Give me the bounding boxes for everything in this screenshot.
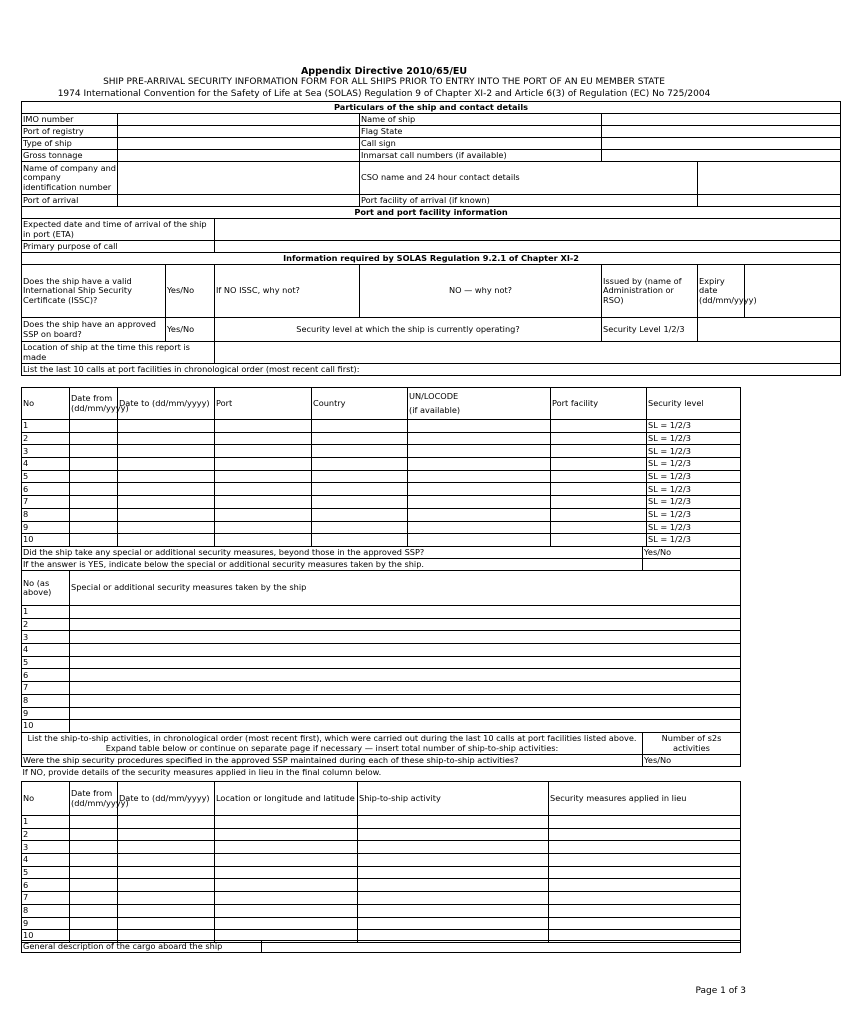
special-measures-instruction: If the answer is YES, indicate below the special or additional security measures taken by the ship. xyxy=(22,559,643,571)
row-number: 8 xyxy=(22,904,70,917)
security-level-cell[interactable]: SL = 1/2/3 xyxy=(647,508,741,521)
calls-col-date-from: Date from (dd/mm/yyyy) xyxy=(70,388,118,420)
security-level-cell[interactable]: SL = 1/2/3 xyxy=(647,420,741,433)
activity-cell[interactable] xyxy=(358,816,549,829)
row-number: 6 xyxy=(22,669,70,682)
date-to-cell[interactable] xyxy=(118,828,215,841)
location-cell[interactable] xyxy=(215,828,358,841)
issc-yes-no[interactable]: Yes/No xyxy=(166,265,215,318)
call-sign-label: Call sign xyxy=(360,138,602,150)
ssp-yes-no[interactable]: Yes/No xyxy=(166,318,215,342)
country-cell[interactable] xyxy=(312,432,408,445)
row-number: 6 xyxy=(22,879,70,892)
s2s-intro: List the ship-to-ship activities, in chronological order (most recent first), which were carried out during the last 10 calls at port facilities listed above. Expand table below or continue on separate page if necessary — insert total number of ship-to-ship activities: xyxy=(22,733,643,755)
lieu-cell[interactable] xyxy=(549,904,741,917)
lieu-cell[interactable] xyxy=(549,828,741,841)
row-number: 10 xyxy=(22,534,70,547)
table-row xyxy=(22,682,741,695)
date-to-cell[interactable] xyxy=(118,917,215,930)
row-number: 4 xyxy=(22,644,70,657)
date-from-cell[interactable] xyxy=(70,534,118,547)
measure-cell[interactable] xyxy=(70,669,741,682)
location-cell[interactable] xyxy=(215,854,358,867)
calls-col-port: Port xyxy=(215,388,312,420)
security-level-cell[interactable]: SL = 1/2/3 xyxy=(647,496,741,509)
table-row xyxy=(22,618,741,631)
port-cell[interactable] xyxy=(215,458,312,471)
location-cell[interactable] xyxy=(215,816,358,829)
facility-cell[interactable] xyxy=(551,445,647,458)
measures-col-no: No (as above) xyxy=(22,571,70,606)
date-to-cell[interactable] xyxy=(118,420,215,433)
row-number: 5 xyxy=(22,470,70,483)
form-title: Appendix Directive 2010/65/EU xyxy=(300,66,468,77)
convention-reference: 1974 International Convention for the Safety of Life at Sea (SOLAS) Regulation 9 of Chapter XI-2 and Article 6(3) of Regulation (EC) No 725/2004 xyxy=(57,89,711,99)
location-cell[interactable] xyxy=(215,892,358,905)
unlocode-sub: (if available) xyxy=(409,405,461,415)
measure-cell[interactable] xyxy=(70,656,741,669)
date-from-cell[interactable] xyxy=(70,917,118,930)
s2s-count-label[interactable]: Number of s2s activities xyxy=(643,733,741,755)
table-row xyxy=(22,508,741,521)
port-cell[interactable] xyxy=(215,445,312,458)
lieu-cell[interactable] xyxy=(549,841,741,854)
unlocode-cell[interactable] xyxy=(408,432,551,445)
row-number: 10 xyxy=(22,720,70,733)
date-to-cell[interactable] xyxy=(118,445,215,458)
row-number: 3 xyxy=(22,445,70,458)
facility-cell[interactable] xyxy=(551,432,647,445)
security-level-question: Security level at which the ship is currently operating? xyxy=(215,318,602,342)
activity-cell[interactable] xyxy=(358,904,549,917)
row-number: 2 xyxy=(22,432,70,445)
country-cell[interactable] xyxy=(312,445,408,458)
table-row xyxy=(22,432,741,445)
ship-name-field[interactable] xyxy=(602,114,841,126)
activity-cell[interactable] xyxy=(358,917,549,930)
eta-field[interactable] xyxy=(215,219,841,241)
security-level-cell[interactable]: SL = 1/2/3 xyxy=(647,445,741,458)
table-row xyxy=(22,904,741,917)
unlocode-cell[interactable] xyxy=(408,534,551,547)
row-number: 5 xyxy=(22,656,70,669)
country-cell[interactable] xyxy=(312,420,408,433)
eta-label: Expected date and time of arrival of the ship in port (ETA) xyxy=(22,219,215,241)
inmarsat-label: Inmarsat call numbers (if available) xyxy=(360,150,602,162)
lieu-cell[interactable] xyxy=(549,879,741,892)
row-number: 8 xyxy=(22,694,70,707)
solas-heading: Information required by SOLAS Regulation 9.2.1 of Chapter XI-2 xyxy=(22,253,841,265)
port-calls-intro: List the last 10 calls at port facilities in chronological order (most recent call first): xyxy=(22,364,841,376)
date-from-cell[interactable] xyxy=(70,904,118,917)
port-info-heading: Port and port facility information xyxy=(22,207,841,219)
table-row xyxy=(22,866,741,879)
country-cell[interactable] xyxy=(312,470,408,483)
s2s-col-date-to: Date to (dd/mm/yyyy) xyxy=(118,782,215,816)
row-number: 5 xyxy=(22,866,70,879)
arrival-port-field[interactable] xyxy=(118,195,360,207)
date-from-cell[interactable] xyxy=(70,854,118,867)
unlocode-cell[interactable] xyxy=(408,458,551,471)
table-row xyxy=(22,816,741,829)
port-cell[interactable] xyxy=(215,483,312,496)
location-field[interactable] xyxy=(215,342,841,364)
row-number: 1 xyxy=(22,606,70,619)
special-measures-yes-no[interactable]: Yes/No xyxy=(643,547,741,559)
date-from-cell[interactable] xyxy=(70,866,118,879)
table-row xyxy=(22,445,741,458)
date-to-cell[interactable] xyxy=(118,841,215,854)
s2s-col-location: Location or longitude and latitude xyxy=(215,782,358,816)
calls-col-country: Country xyxy=(312,388,408,420)
security-level-cell[interactable]: SL = 1/2/3 xyxy=(647,458,741,471)
port-cell[interactable] xyxy=(215,534,312,547)
no-issc-label: If NO ISSC, why not? xyxy=(215,265,360,318)
table-row xyxy=(22,521,741,534)
date-from-cell[interactable] xyxy=(70,892,118,905)
lieu-cell[interactable] xyxy=(549,866,741,879)
location-cell[interactable] xyxy=(215,866,358,879)
form-subtitle: SHIP PRE-ARRIVAL SECURITY INFORMATION FORM FOR ALL SHIPS PRIOR TO ENTRY INTO THE PORT OF AN EU MEMBER STATE xyxy=(103,77,665,87)
port-cell[interactable] xyxy=(215,496,312,509)
row-number: 9 xyxy=(22,917,70,930)
location-label: Location of ship at the time this report is made xyxy=(22,342,215,364)
port-calls-table xyxy=(21,387,741,547)
row-number: 3 xyxy=(22,841,70,854)
measures-col-description: Special or additional security measures taken by the ship xyxy=(70,571,741,606)
special-measures-blank xyxy=(643,559,741,571)
date-from-cell[interactable] xyxy=(70,483,118,496)
date-from-cell[interactable] xyxy=(70,445,118,458)
gross-tonnage-label: Gross tonnage xyxy=(22,150,118,162)
imo-field[interactable] xyxy=(118,114,360,126)
measure-cell[interactable] xyxy=(70,682,741,695)
date-to-cell[interactable] xyxy=(118,854,215,867)
ship-type-label: Type of ship xyxy=(22,138,118,150)
row-number: 4 xyxy=(22,854,70,867)
company-label: Name of company and company identification number xyxy=(22,162,118,195)
ssp-question: Does the ship have an approved SSP on board? xyxy=(22,318,166,342)
facility-cell[interactable] xyxy=(551,420,647,433)
row-number: 10 xyxy=(22,930,70,943)
purpose-field[interactable] xyxy=(215,241,841,253)
table-row xyxy=(22,420,741,433)
port-cell[interactable] xyxy=(215,508,312,521)
cargo-field[interactable] xyxy=(262,941,741,953)
s2s-col-no: No xyxy=(22,782,70,816)
date-from-cell[interactable] xyxy=(70,420,118,433)
cso-label: CSO name and 24 hour contact details xyxy=(360,162,698,195)
arrival-port-label: Port of arrival xyxy=(22,195,118,207)
activity-cell[interactable] xyxy=(358,892,549,905)
table-row xyxy=(22,470,741,483)
measure-cell[interactable] xyxy=(70,720,741,733)
calls-col-unlocode xyxy=(408,388,551,420)
country-cell[interactable] xyxy=(312,534,408,547)
s2s-ssp-yes-no[interactable]: Yes/No xyxy=(643,755,741,767)
country-cell[interactable] xyxy=(312,458,408,471)
date-to-cell[interactable] xyxy=(118,521,215,534)
measure-cell[interactable] xyxy=(70,618,741,631)
facility-cell[interactable] xyxy=(551,534,647,547)
date-to-cell[interactable] xyxy=(118,508,215,521)
row-number: 4 xyxy=(22,458,70,471)
registry-label: Port of registry xyxy=(22,126,118,138)
table-row xyxy=(22,854,741,867)
row-number: 3 xyxy=(22,631,70,644)
s2s-ssp-question: Were the ship security procedures specified in the approved SSP maintained during each of these ship-to-ship activities? xyxy=(22,755,643,767)
location-cell[interactable] xyxy=(215,879,358,892)
date-from-cell[interactable] xyxy=(70,521,118,534)
unlocode-cell[interactable] xyxy=(408,496,551,509)
special-measures-table xyxy=(21,546,741,733)
row-number: 2 xyxy=(22,828,70,841)
activity-cell[interactable] xyxy=(358,866,549,879)
calls-col-level: Security level xyxy=(647,388,741,420)
expiry-field[interactable] xyxy=(745,265,841,318)
security-level-cell[interactable]: SL = 1/2/3 xyxy=(647,432,741,445)
date-to-cell[interactable] xyxy=(118,904,215,917)
activity-cell[interactable] xyxy=(358,879,549,892)
company-field[interactable] xyxy=(118,162,360,195)
table-row xyxy=(22,694,741,707)
arrival-facility-label: Port facility of arrival (if known) xyxy=(360,195,698,207)
date-to-cell[interactable] xyxy=(118,432,215,445)
facility-cell[interactable] xyxy=(551,496,647,509)
table-row xyxy=(22,917,741,930)
country-cell[interactable] xyxy=(312,508,408,521)
date-from-cell[interactable] xyxy=(70,816,118,829)
date-to-cell[interactable] xyxy=(118,816,215,829)
lieu-cell[interactable] xyxy=(549,892,741,905)
s2s-col-lieu: Security measures applied in lieu xyxy=(549,782,741,816)
measure-cell[interactable] xyxy=(70,631,741,644)
unlocode-cell[interactable] xyxy=(408,420,551,433)
date-from-cell[interactable] xyxy=(70,841,118,854)
table-row xyxy=(22,669,741,682)
table-row xyxy=(22,483,741,496)
lieu-cell[interactable] xyxy=(549,917,741,930)
calls-col-date-to: Date to (dd/mm/yyyy) xyxy=(118,388,215,420)
facility-cell[interactable] xyxy=(551,458,647,471)
s2s-col-activity: Ship-to-ship activity xyxy=(358,782,549,816)
date-from-cell[interactable] xyxy=(70,879,118,892)
call-sign-field[interactable] xyxy=(602,138,841,150)
row-number: 1 xyxy=(22,420,70,433)
unlocode-cell[interactable] xyxy=(408,521,551,534)
s2s-if-no: If NO, provide details of the security measures applied in lieu in the final column below. xyxy=(22,767,741,779)
ship-name-label: Name of ship xyxy=(360,114,602,126)
unlocode-cell[interactable] xyxy=(408,445,551,458)
date-to-cell[interactable] xyxy=(118,892,215,905)
gross-tonnage-field[interactable] xyxy=(118,150,360,162)
facility-cell[interactable] xyxy=(551,521,647,534)
measure-cell[interactable] xyxy=(70,707,741,720)
security-level-cell[interactable]: SL = 1/2/3 xyxy=(647,521,741,534)
table-row xyxy=(22,644,741,657)
row-number: 2 xyxy=(22,618,70,631)
issued-by-label: Issued by (name of Administration or RSO) xyxy=(602,265,698,318)
calls-col-facility: Port facility xyxy=(551,388,647,420)
measure-cell[interactable] xyxy=(70,606,741,619)
registry-field[interactable] xyxy=(118,126,360,138)
table-row xyxy=(22,720,741,733)
location-cell[interactable] xyxy=(215,841,358,854)
row-number: 8 xyxy=(22,508,70,521)
row-number: 1 xyxy=(22,816,70,829)
facility-cell[interactable] xyxy=(551,508,647,521)
port-cell[interactable] xyxy=(215,521,312,534)
table-row xyxy=(22,631,741,644)
unlocode-label: UN/LOCODE xyxy=(409,390,459,401)
row-number: 7 xyxy=(22,496,70,509)
particulars-heading: Particulars of the ship and contact details xyxy=(22,102,841,114)
table-row xyxy=(22,496,741,509)
inmarsat-field[interactable] xyxy=(602,150,841,162)
location-cell[interactable] xyxy=(215,904,358,917)
table-row xyxy=(22,879,741,892)
country-cell[interactable] xyxy=(312,483,408,496)
activity-cell[interactable] xyxy=(358,841,549,854)
date-to-cell[interactable] xyxy=(118,534,215,547)
date-from-cell[interactable] xyxy=(70,508,118,521)
security-level-cell[interactable]: SL = 1/2/3 xyxy=(647,534,741,547)
s2s-col-date-from: Date from (dd/mm/yyyy) xyxy=(70,782,118,816)
page-number: Page 1 of 3 xyxy=(695,986,746,996)
s2s-table xyxy=(21,781,741,943)
cso-field[interactable] xyxy=(698,162,841,195)
date-to-cell[interactable] xyxy=(118,496,215,509)
unlocode-cell[interactable] xyxy=(408,483,551,496)
purpose-label: Primary purpose of call xyxy=(22,241,215,253)
table-row xyxy=(22,656,741,669)
row-number: 7 xyxy=(22,892,70,905)
country-cell[interactable] xyxy=(312,521,408,534)
facility-cell[interactable] xyxy=(551,483,647,496)
date-from-cell[interactable] xyxy=(70,458,118,471)
cargo-table xyxy=(21,940,741,953)
location-cell[interactable] xyxy=(215,917,358,930)
table-row xyxy=(22,892,741,905)
imo-label: IMO number xyxy=(22,114,118,126)
issc-question: Does the ship have a valid International Ship Security Certificate (ISSC)? xyxy=(22,265,166,318)
calls-col-no: No xyxy=(22,388,70,420)
security-level-cell[interactable]: SL = 1/2/3 xyxy=(647,470,741,483)
date-to-cell[interactable] xyxy=(118,483,215,496)
row-number: 9 xyxy=(22,707,70,720)
port-cell[interactable] xyxy=(215,432,312,445)
no-why-label: NO — why not? xyxy=(360,265,602,318)
unlocode-cell[interactable] xyxy=(408,508,551,521)
table-row xyxy=(22,841,741,854)
date-to-cell[interactable] xyxy=(118,866,215,879)
row-number: 9 xyxy=(22,521,70,534)
table-row xyxy=(22,534,741,547)
date-from-cell[interactable] xyxy=(70,828,118,841)
activity-cell[interactable] xyxy=(358,828,549,841)
unlocode-cell[interactable] xyxy=(408,470,551,483)
row-number: 6 xyxy=(22,483,70,496)
country-cell[interactable] xyxy=(312,496,408,509)
date-to-cell[interactable] xyxy=(118,879,215,892)
date-from-cell[interactable] xyxy=(70,432,118,445)
cargo-label: General description of the cargo aboard the ship xyxy=(22,941,262,953)
date-to-cell[interactable] xyxy=(118,458,215,471)
lieu-cell[interactable] xyxy=(549,816,741,829)
table-row xyxy=(22,458,741,471)
lieu-cell[interactable] xyxy=(549,854,741,867)
port-cell[interactable] xyxy=(215,420,312,433)
table-row xyxy=(22,828,741,841)
measure-cell[interactable] xyxy=(70,644,741,657)
table-row xyxy=(22,707,741,720)
security-level-field[interactable] xyxy=(698,318,841,342)
ship-particulars-table xyxy=(21,101,841,376)
date-from-cell[interactable] xyxy=(70,496,118,509)
facility-cell[interactable] xyxy=(551,470,647,483)
table-row xyxy=(22,606,741,619)
security-level-value[interactable]: Security Level 1/2/3 xyxy=(602,318,698,342)
row-number: 7 xyxy=(22,682,70,695)
activity-cell[interactable] xyxy=(358,854,549,867)
security-level-cell[interactable]: SL = 1/2/3 xyxy=(647,483,741,496)
special-measures-question: Did the ship take any special or additional security measures, beyond those in the approved SSP? xyxy=(22,547,643,559)
date-to-cell[interactable] xyxy=(118,470,215,483)
flag-field[interactable] xyxy=(602,126,841,138)
arrival-facility-field[interactable] xyxy=(698,195,841,207)
date-from-cell[interactable] xyxy=(70,470,118,483)
s2s-intro-table xyxy=(21,732,741,779)
flag-label: Flag State xyxy=(360,126,602,138)
measure-cell[interactable] xyxy=(70,694,741,707)
expiry-label: Expiry date (dd/mm/yyyy) xyxy=(698,265,745,318)
ship-type-field[interactable] xyxy=(118,138,360,150)
port-cell[interactable] xyxy=(215,470,312,483)
